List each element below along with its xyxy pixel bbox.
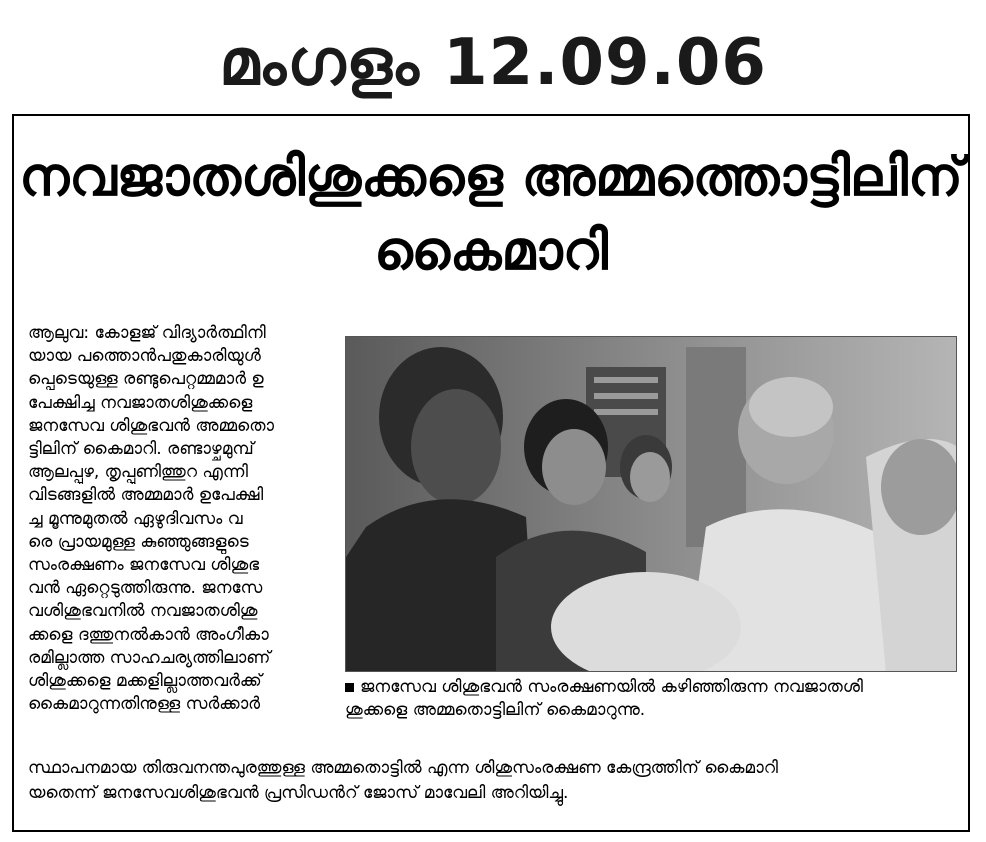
body-line: ട്ടിലിന് കൈമാറി. രണ്ടാഴ്ചമുമ്പ് [28, 439, 254, 460]
body-line: യതെന്ന് ജനസേവശിശുഭവൻ പ്രസിഡൻറ് ജോസ് മാവേലി അറിയിച്ചു. [28, 783, 569, 803]
body-line: പേക്ഷിച്ച നവജാതശിശുക്കളെ [28, 392, 253, 413]
headline-line-2: കൈമാറി [374, 219, 608, 282]
news-photo-image [346, 337, 957, 672]
body-line: ശിശുക്കളെ മക്കളില്ലാത്തവർക്ക് [28, 671, 262, 692]
body-line: രെ പ്രായമുള്ള കുഞ്ഞുങ്ങളുടെ [28, 531, 249, 552]
body-line: പ്പെടെയുള്ള രണ്ടുപെറ്റമ്മമാർ ഉ [28, 369, 264, 390]
body-line: സ്ഥാപനമായ തിരുവനന്തപുരത്തുള്ള അമ്മതൊട്ടിൽ എന്ന ശിശുസംരക്ഷണ കേന്ദ്രത്തിന് കൈമാറി [28, 758, 778, 778]
body-line: വശിശുഭവനിൽ നവജാതശിശു [28, 601, 258, 622]
article-body [28, 322, 344, 716]
body-line: കൈമാറുന്നതിനുള്ള സർക്കാർ [28, 694, 261, 715]
body-line: രമില്ലാത്ത സാഹചര്യത്തിലാണ് [28, 647, 271, 668]
masthead: മംഗളം 12.09.06 [219, 26, 767, 100]
body-line: ജനസേവ ശിശുഭവൻ അമ്മതൊ [28, 415, 275, 436]
caption-line [345, 676, 965, 699]
caption-bullet-icon [345, 683, 354, 692]
body-line: യായ പത്തൊൻപതുകാരിയുൾ [28, 346, 261, 367]
body-line: ആലപ്പുഴ, തൃപ്പൂണിത്തുറ എന്നി [28, 462, 248, 483]
photo-caption [345, 676, 965, 722]
body-line: ക്കളെ ദത്തുനൽകാൻ അംഗീകാ [28, 624, 269, 645]
body-line: വിടങ്ങളിൽ അമ്മമാർ ഉപേക്ഷി [28, 485, 264, 506]
news-photo [345, 336, 957, 672]
headline [12, 140, 970, 288]
caption-text: ജനസേവ ശിശുഭവൻ സംരക്ഷണയിൽ കഴിഞ്ഞിരുന്ന നവജാതശി [360, 677, 863, 697]
body-line: സംരക്ഷണം ജനസേവ ശിശുഭ [28, 555, 260, 576]
article-body-continued [28, 756, 968, 806]
caption-line: ശുക്കളെ അമ്മതൊട്ടിലിന് കൈമാറുന്നു. [345, 700, 646, 720]
body-line: ച്ച മൂന്നുമുതൽ ഏഴുദിവസം വ [28, 508, 243, 529]
headline-line-1: നവജാതശിശുക്കളെ അമ്മത്തൊട്ടിലിന് [19, 145, 963, 208]
body-line: വൻ ഏറ്റെടുത്തിരുന്നു. ജനസേ [28, 578, 263, 599]
body-line: ആലുവ: കോളജ് വിദ്യാർത്ഥിനി [28, 323, 266, 343]
